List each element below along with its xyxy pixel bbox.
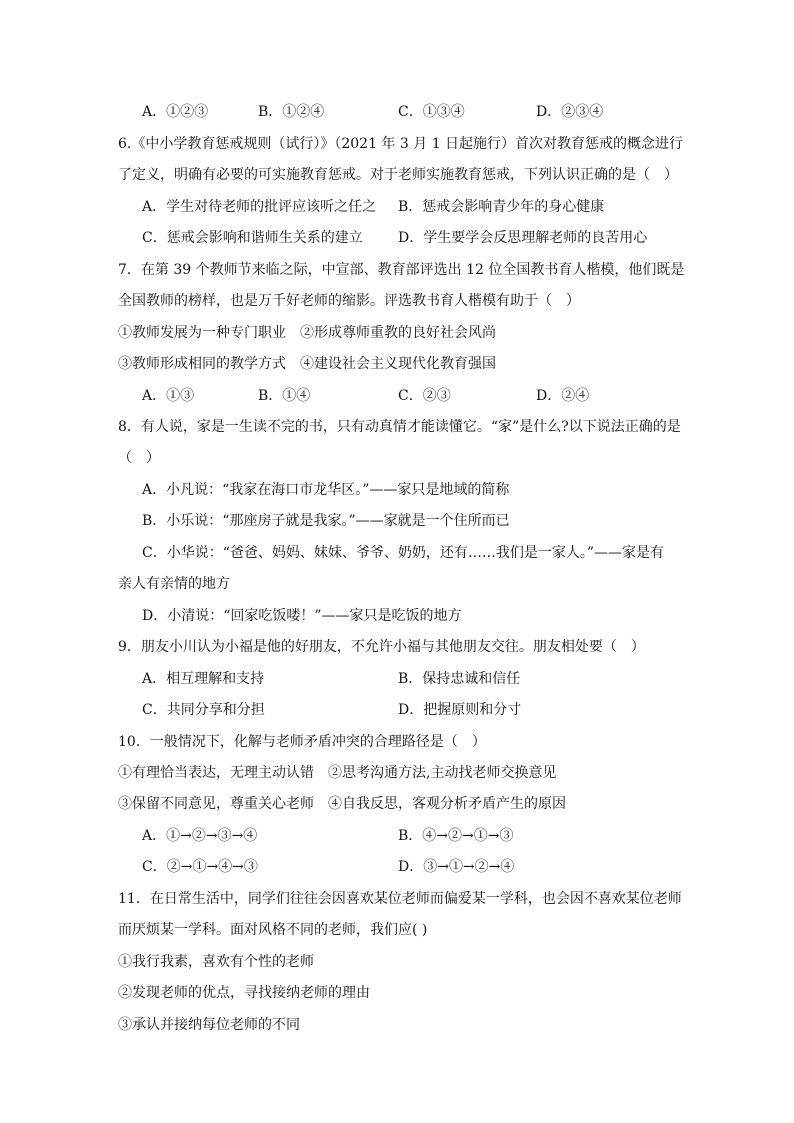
q9-option-d: D．把握原则和分寸: [398, 702, 522, 718]
q7-items-row1: ①教师发展为一种专门职业 ②形成尊师重教的良好社会风尚: [118, 325, 496, 341]
q11-item-1: ①我行我素，喜欢有个性的老师: [118, 954, 314, 970]
q8-option-d: D．小清说：“回家吃饭喽！”——家只是吃饭的地方: [142, 608, 462, 624]
q6-stem-line1: 6.《中小学教育惩戒规则（试行）》（2021 年 3 月 1 日起施行）首次对教育惩戒的概念进行: [118, 136, 684, 152]
q5-option-b: B．①②④: [258, 104, 325, 120]
q5-options-row: [0, 100, 794, 124]
q6-options-row1: [0, 195, 794, 219]
q10-option-a: A．①→②→③→④: [142, 828, 258, 844]
q8-option-c-line2: 亲人有亲情的地方: [118, 576, 230, 592]
q9-option-c: C．共同分享和分担: [142, 702, 265, 718]
q7-option-c: C．②③: [398, 388, 451, 404]
q11-item-3: ③承认并接纳每位老师的不同: [118, 1017, 300, 1033]
q8-option-a: A．小凡说：“我家在海口市龙华区。”——家只是地域的简称: [142, 482, 510, 498]
q6-option-d: D．学生要学会反思理解老师的良苦用心: [398, 230, 648, 246]
q9-options-row2: [0, 698, 794, 722]
q5-option-c: C．①③④: [398, 104, 465, 120]
q7-stem-line2: 全国教师的榜样，也是万千好老师的缩影。评选教书育人楷模有助于（ ）: [118, 293, 580, 309]
q5-option-a: A．①②③: [142, 104, 209, 120]
q6-stem-line2: 了定义，明确有必要的可实施教育惩戒。对于老师实施教育惩戒，下列认识正确的是（ ）: [118, 167, 678, 183]
q8-option-b: B．小乐说：“那座房子就是我家。”——家就是一个住所而已: [142, 513, 510, 529]
q9-option-a: A．相互理解和支持: [142, 671, 265, 687]
q10-items-row1: ①有理恰当表达，无理主动认错 ②思考沟通方法,主动找老师交换意见: [118, 765, 557, 781]
q7-option-a: A．①③: [142, 388, 195, 404]
q7-options-row: [0, 384, 794, 408]
q10-stem: 10．一般情况下，化解与老师矛盾冲突的合理路径是（ ）: [118, 734, 486, 750]
q10-options-row1: [0, 824, 794, 848]
q7-stem-line1: 7．在第 39 个教师节来临之际，中宣部、教育部评选出 12 位全国教书育人楷模，他们既是: [118, 262, 685, 278]
q9-options-row1: [0, 667, 794, 691]
q7-option-b: B．①④: [258, 388, 311, 404]
q11-stem-line1: 11．在日常生活中，同学们往往会因喜欢某位老师而偏爱某一学科，也会因不喜欢某位老师: [118, 891, 682, 907]
q8-stem-line2: （ ）: [118, 450, 160, 466]
q10-items-row2: ③保留不同意见，尊重关心老师 ④自我反思，客观分析矛盾产生的原因: [118, 796, 566, 812]
q8-stem-line1: 8．有人说，家是一生读不完的书，只有动真情才能读懂它。“家”是什么?以下说法正确的是: [118, 419, 681, 435]
q10-option-d: D．③→①→②→④: [398, 859, 515, 875]
q5-option-d: D．②③④: [536, 104, 604, 120]
q7-items-row2: ③教师形成相同的教学方式 ④建设社会主义现代化教育强国: [118, 356, 496, 372]
q9-stem: 9．朋友小川认为小福是他的好朋友，不允许小福与其他朋友交往。朋友相处要（ ）: [118, 639, 645, 655]
q10-options-row2: [0, 855, 794, 879]
q6-option-a: A．学生对待老师的批评应该听之任之: [142, 199, 377, 215]
q10-option-c: C．②→①→④→③: [142, 859, 258, 875]
q11-stem-line2: 而厌烦某一学科。面对风格不同的老师，我们应( ): [118, 922, 428, 938]
q8-option-c-line1: C．小华说：“爸爸、妈妈、妹妹、爷爷、奶奶，还有……我们是一家人。”——家是有: [142, 545, 665, 561]
q10-option-b: B．④→②→①→③: [398, 828, 514, 844]
q6-option-b: B．惩戒会影响青少年的身心健康: [398, 199, 605, 215]
q6-options-row2: [0, 226, 794, 250]
q7-option-d: D．②④: [536, 388, 590, 404]
q6-option-c: C．惩戒会影响和谐师生关系的建立: [142, 230, 363, 246]
q11-item-2: ②发现老师的优点，寻找接纳老师的理由: [118, 985, 370, 1001]
q9-option-b: B．保持忠诚和信任: [398, 671, 521, 687]
